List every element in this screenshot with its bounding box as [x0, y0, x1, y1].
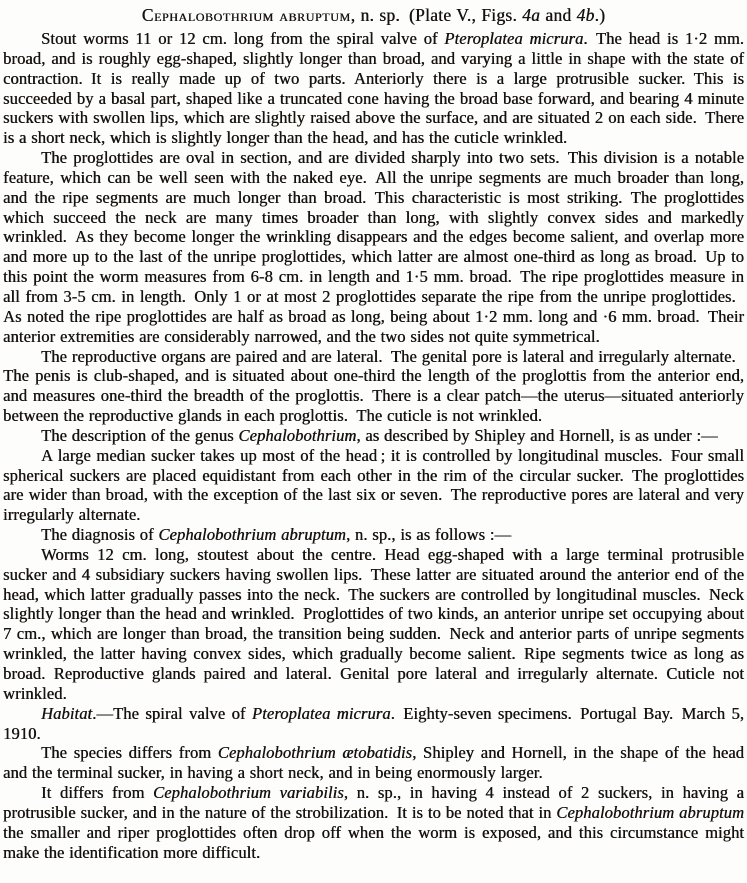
paragraph [3, 446, 744, 525]
species-heading [3, 4, 744, 27]
italic-text: 4b [576, 5, 595, 25]
text-run: Worms 12 cm. long, stoutest about the centre. Head egg-shaped with a large terminal protrusible sucker and 4 subsidiary suckers having swollen lips. These latter are situated around the anterior end of the head, which latter gradually passes into the neck. The suckers are controlled by longitudinal muscles. Neck slightly longer than the head and wrinkled. Proglottides of two kinds, an anterior unripe set occupying about 7 cm., which are longer than broad, the transition being sudden. Neck and anterior parts of unripe segments wrinkled, the latter having convex sides, which gradually become salient. Ripe segments twice as long as broad. Reproductive glands paired and lateral. Genital pore lateral and irregularly alternate. Cuticle not wrinkled. [3, 544, 744, 703]
paragraph [3, 347, 744, 426]
text-run: The description of the genus [41, 425, 239, 445]
text-run: .—The spiral valve of [92, 703, 252, 723]
text-run: . Eighty-seven specimens. Portugal Bay. March 5, 1910. [3, 703, 745, 743]
paragraph [3, 743, 744, 783]
paragraph [3, 525, 744, 545]
text-run: and [540, 5, 577, 25]
text-run: The proglottides are oval in section, and are divided sharply into two sets. This division is a notable feature, which can be well seen with the naked eye. All the unripe segments are much broader than long, and the ripe segments are much longer than broad. This characteristic is most striking. The proglottides which succeed the neck are many times broader than long, with slightly convex sides and markedly wrinkled. As they become longer the wrinkling disappears and the edges become salient, and overlap more and more up to the last of the unripe proglottides, which latter are almost one-third as long as broad. Up to this point the worm measures from 6-8 cm. in length and 1·5 mm. broad. The ripe proglottides measure in all from 3-5 cm. in length. Only 1 or at most 2 proglottides separate the ripe from the unripe proglottides. As noted the ripe proglottides are half as broad as long, being about 1·2 mm. long and ·6 mm. broad. Their anterior extremities are considerably narrowed, and the two sides not quite symmetrical. [3, 148, 744, 346]
text-run: , as described by Shipley and Hornell, is as under :— [356, 425, 718, 445]
text-run: A large median sucker takes up most of the head ; it is controlled by longitudinal muscles. Four small spherical suckers are placed equidistant from each other in the rim of the circular sucker. The proglottides are wider than broad, with the exception of the last six or seven. The reproductive pores are lateral and very irregularly alternate. [3, 445, 744, 525]
text-run: Stout worms 11 or 12 cm. long from the spiral valve of [41, 29, 445, 48]
text-run: .) [594, 5, 606, 25]
paragraph [3, 704, 744, 744]
italic-text: Cephalobothrium [238, 425, 357, 445]
text-run: The species differs from [41, 743, 218, 763]
text-run: , Shipley and Hornell, in the shape of the head and the terminal sucker, in having a short neck, and in being enormously larger. [3, 743, 744, 783]
text-run: , n. sp., in having 4 instead of 2 suckers, in having a protrusible sucker, and in the nature of the strobilization. It is to be noted that in [3, 783, 744, 822]
document-body [3, 29, 744, 862]
paragraph [3, 426, 744, 446]
text-run: , n. sp. (Plate V., Figs. [350, 5, 523, 25]
italic-text: Cephalobothrium abruptum [556, 802, 745, 822]
paragraph [3, 148, 744, 346]
text-run: The reproductive organs are paired and are lateral. The genital pore is lateral and irregularly alternate. The penis is club-shaped, and is situated about one-third the length of the proglottis from the anterior end, and measures one-third the breadth of the proglottis. There is a clear patch—the uterus—situated anteriorly between the reproductive glands in each proglottis. The cuticle is not wrinkled. [3, 346, 744, 426]
italic-text: 4a [522, 5, 541, 25]
italic-text: Cephalobothrium variabilis [153, 783, 344, 803]
paragraph [3, 783, 744, 862]
italic-text: Pteroplatea micrura [444, 29, 584, 48]
text-run: . The head is 1·2 mm. broad, and is roughly egg-shaped, slightly longer than broad, and varying a little in shape with the state of contraction. It is really made up of two parts. Anteriorly there is a large protrusible sucker. This is succeeded by a basal part, shaped like a truncated cone having the broad base forward, and bearing 4 minute suckers with swollen lips, which are slightly raised above the surface, and are situated 2 on each side. There is a short neck, which is slightly longer than the head, and has the cuticle wrinkled. [3, 29, 744, 148]
text-run: It differs from [41, 783, 153, 803]
italic-text: Cephalobothrium abruptum [158, 525, 346, 545]
italic-text: Habitat [41, 703, 93, 723]
text-run: The diagnosis of [41, 525, 159, 545]
smallcaps-text: Cephalobothrium abruptum [141, 5, 351, 25]
text-run: the smaller and riper proglottides often drop off when the worm is exposed, and this circumstance might make the identification more difficult. [3, 822, 744, 862]
paragraph [3, 545, 744, 704]
italic-text: Cephalobothrium ætobatidis [217, 743, 413, 763]
text-run: , n. sp., is as follows :— [345, 525, 512, 545]
italic-text: Pteroplatea micrura [251, 703, 391, 723]
paragraph [3, 29, 744, 148]
